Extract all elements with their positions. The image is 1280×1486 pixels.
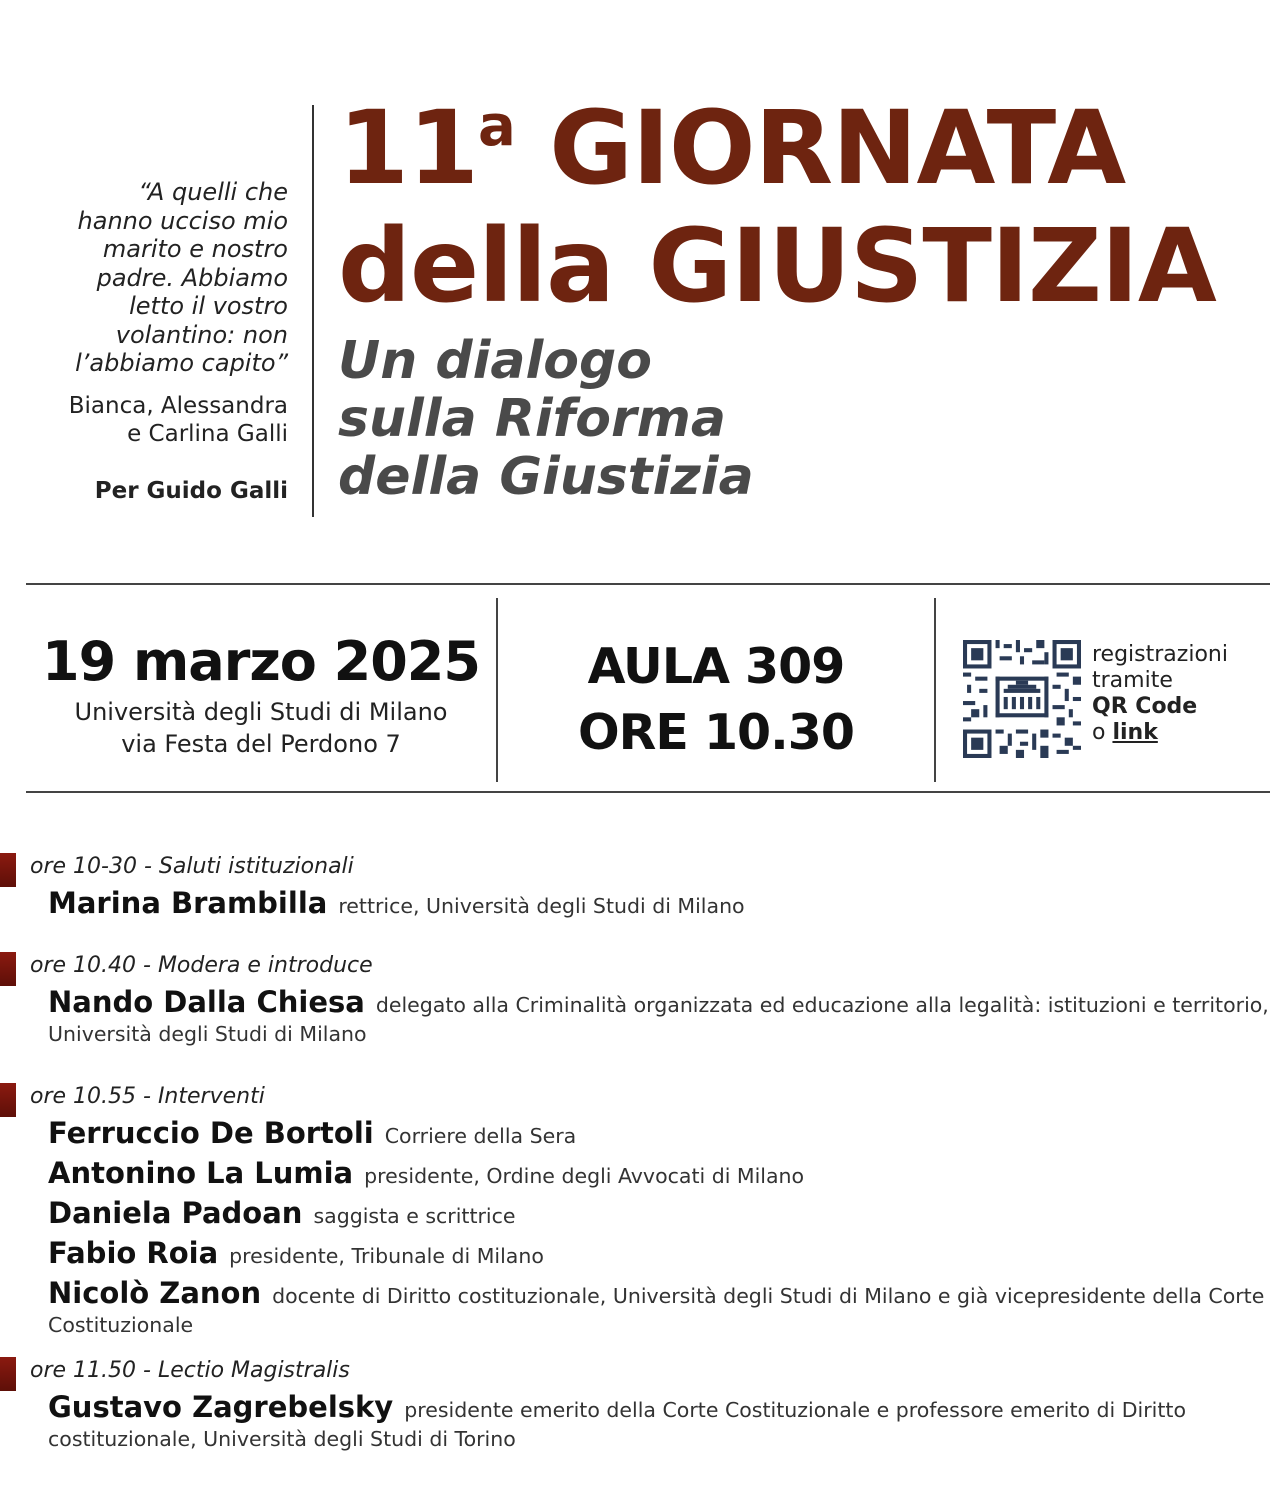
dedication: Per Guido Galli xyxy=(94,477,288,504)
info-bottom-rule xyxy=(26,791,1270,793)
section-marker xyxy=(0,1083,16,1117)
qr-code-icon[interactable] xyxy=(962,640,1082,758)
speaker-name: Fabio Roia xyxy=(48,1236,219,1270)
speaker-name: Daniela Padoan xyxy=(48,1196,303,1230)
subtitle xyxy=(338,332,1268,506)
authors-line: Bianca, Alessandra xyxy=(68,392,288,419)
speaker-name: Nicolò Zanon xyxy=(48,1276,262,1310)
speaker-list xyxy=(48,1390,1270,1454)
title-ordinal: a xyxy=(477,94,515,159)
section-time: ore 11.50 - Lectio Magistralis xyxy=(30,1358,350,1383)
speaker xyxy=(48,1196,1270,1231)
venue-name: Università degli Studi di Milano xyxy=(74,698,448,726)
quote-line: l’abbiamo capito” xyxy=(75,349,288,377)
speaker-role: rettrice, Università degli Studi di Milano xyxy=(338,894,745,918)
speaker xyxy=(48,1276,1270,1340)
date-block xyxy=(26,628,496,760)
speaker-role: docente di Diritto costituzionale, Università degli Studi di Milano e già vicepresidente della Corte Costituzionale xyxy=(48,1284,1265,1337)
speaker-name: Ferruccio De Bortoli xyxy=(48,1116,374,1150)
title-line-2: della GIUSTIZIA xyxy=(338,207,1216,326)
quote-line: hanno ucciso mio xyxy=(77,206,288,235)
registration-link[interactable]: link xyxy=(1112,720,1158,745)
quote xyxy=(20,178,288,378)
room: AULA 309 xyxy=(587,638,845,695)
speaker xyxy=(48,985,1270,1049)
speaker xyxy=(48,1236,1270,1271)
speaker xyxy=(48,1116,1270,1151)
quote-line: marito e nostro xyxy=(102,235,288,263)
speaker-role: delegato alla Criminalità organizzata ed educazione alla legalità: istituzioni e territorio, Università degli Studi di Milano xyxy=(48,993,1269,1046)
speaker-role: presidente, Ordine degli Avvocati di Milano xyxy=(364,1164,805,1188)
info-separator xyxy=(496,598,498,782)
header-divider xyxy=(312,105,314,517)
title-number: 11 xyxy=(338,89,478,208)
quote-authors xyxy=(20,392,288,448)
speaker xyxy=(48,886,1270,921)
subtitle-line: della Giustizia xyxy=(338,447,754,507)
quote-line: letto il vostro xyxy=(129,292,288,320)
speaker-name: Marina Brambilla xyxy=(48,886,328,920)
section-marker xyxy=(0,952,16,986)
speaker xyxy=(48,1156,1270,1191)
speaker-name: Nando Dalla Chiesa xyxy=(48,985,365,1019)
section-time: ore 10.55 - Interventi xyxy=(30,1084,265,1109)
speaker-role: saggista e scrittrice xyxy=(313,1204,516,1228)
speaker-name: Gustavo Zagrebelsky xyxy=(48,1390,394,1424)
subtitle-line: sulla Riforma xyxy=(338,389,726,449)
registration-line: registrazioni xyxy=(1092,642,1228,667)
section-time: ore 10.40 - Modera e introduce xyxy=(30,953,373,978)
speaker-list xyxy=(48,985,1270,1049)
venue-address: via Festa del Perdono 7 xyxy=(121,730,401,758)
section-marker xyxy=(0,853,16,887)
or-text: o xyxy=(1092,720,1113,745)
info-separator xyxy=(934,598,936,782)
registration-line: tramite xyxy=(1092,668,1173,693)
quote-column xyxy=(20,178,288,504)
registration-text xyxy=(1092,642,1267,746)
event-date: 19 marzo 2025 xyxy=(42,630,480,693)
speaker-list xyxy=(48,886,1270,921)
section-marker xyxy=(0,1357,16,1391)
speaker-name: Antonino La Lumia xyxy=(48,1156,354,1190)
subtitle-line: Un dialogo xyxy=(338,331,652,391)
title-line-1 xyxy=(338,90,1268,208)
quote-line: padre. Abbiamo xyxy=(96,263,288,292)
title-giornata: GIORNATA xyxy=(514,89,1126,208)
registration-link-line xyxy=(1092,720,1267,746)
authors-line: e Carlina Galli xyxy=(127,420,288,447)
speaker-role: presidente, Tribunale di Milano xyxy=(229,1244,544,1268)
speaker-list xyxy=(48,1116,1270,1340)
speaker-role: presidente emerito della Corte Costituzionale e professore emerito di Diritto costituzionale, Università degli Studi di Torino xyxy=(48,1398,1186,1451)
info-top-rule xyxy=(26,583,1270,585)
speaker-role: Corriere della Sera xyxy=(384,1124,577,1148)
section-time: ore 10-30 - Saluti istituzionali xyxy=(30,854,354,879)
room-time-block xyxy=(500,634,932,766)
qr-code-label: QR Code xyxy=(1092,694,1198,719)
start-time: ORE 10.30 xyxy=(578,704,854,761)
quote-line: volantino: non xyxy=(115,320,288,349)
quote-line: “A quelli che xyxy=(138,178,288,206)
speaker xyxy=(48,1390,1270,1454)
title-column xyxy=(338,90,1268,506)
